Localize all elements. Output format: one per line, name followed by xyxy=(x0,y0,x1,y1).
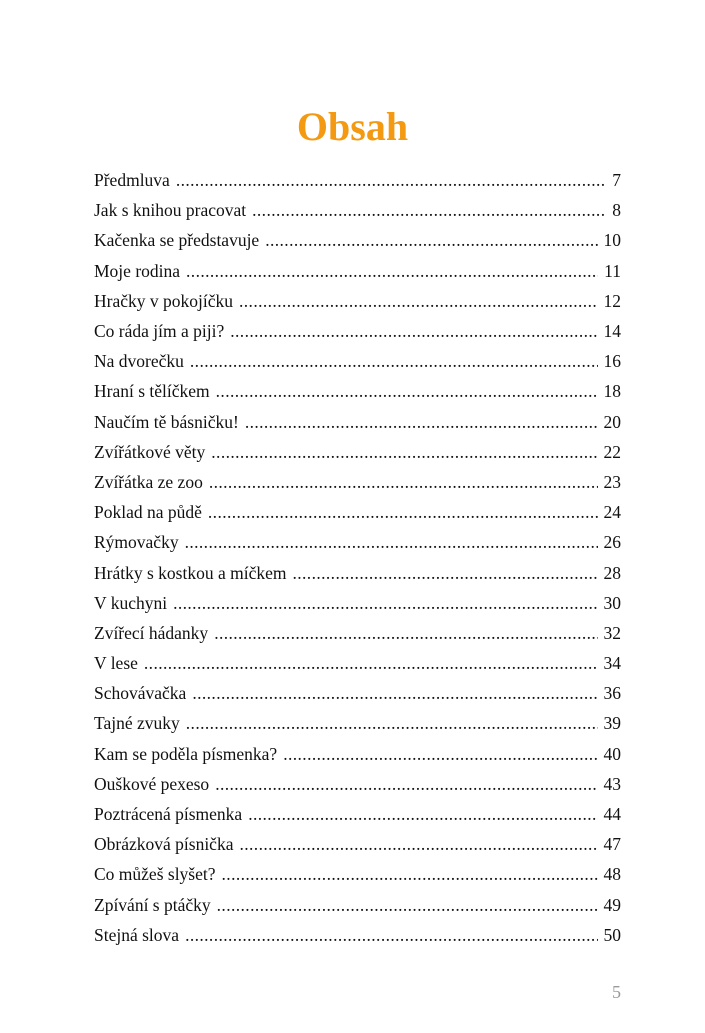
dot-leader xyxy=(173,588,597,618)
toc-entry[interactable] xyxy=(94,890,621,920)
dot-leader xyxy=(215,769,597,799)
toc-entry[interactable] xyxy=(94,467,621,497)
toc-entry[interactable] xyxy=(94,618,621,648)
toc-entry-page: 39 xyxy=(603,713,621,734)
toc-entry[interactable] xyxy=(94,769,621,799)
table-of-contents xyxy=(94,165,621,950)
toc-entry-title: Ouškové pexeso xyxy=(94,773,210,794)
toc-entry-title: Na dvorečku xyxy=(94,351,184,372)
toc-entry[interactable] xyxy=(94,256,621,286)
toc-entry-title: Jak s knihou pracovat xyxy=(94,200,247,221)
toc-entry-page: 34 xyxy=(603,653,621,674)
toc-entry-page: 18 xyxy=(603,381,621,402)
toc-entry-page: 22 xyxy=(603,441,621,462)
toc-entry-page: 40 xyxy=(603,743,621,764)
toc-entry[interactable] xyxy=(94,376,621,406)
dot-leader xyxy=(190,346,598,376)
toc-entry-page: 20 xyxy=(603,411,621,432)
toc-entry[interactable] xyxy=(94,225,621,255)
toc-entry-page: 32 xyxy=(603,622,621,643)
toc-entry-title: Co ráda jím a piji? xyxy=(94,321,225,342)
dot-leader xyxy=(211,437,597,467)
dot-leader xyxy=(209,467,598,497)
dot-leader xyxy=(283,739,597,769)
toc-entry-title: V kuchyni xyxy=(94,592,168,613)
toc-entry-page: 44 xyxy=(603,804,621,825)
toc-entry-title: Naučím tě básničku! xyxy=(94,411,239,432)
dot-leader xyxy=(239,829,597,859)
toc-entry[interactable] xyxy=(94,920,621,950)
toc-entry-title: Schovávačka xyxy=(94,683,187,704)
toc-entry-title: Moje rodina xyxy=(94,260,181,281)
page-title: Obsah xyxy=(296,103,409,149)
dot-leader xyxy=(185,527,598,557)
toc-entry-page: 26 xyxy=(603,532,621,553)
toc-entry[interactable] xyxy=(94,708,621,738)
toc-entry-page: 48 xyxy=(603,864,621,885)
dot-leader xyxy=(216,376,598,406)
toc-entry-title: Zvířátkové věty xyxy=(94,441,206,462)
toc-entry[interactable] xyxy=(94,165,621,195)
toc-entry[interactable] xyxy=(94,316,621,346)
toc-entry-page: 49 xyxy=(603,894,621,915)
dot-leader xyxy=(265,225,597,255)
toc-entry-page: 11 xyxy=(604,260,621,281)
toc-entry-title: Kačenka se představuje xyxy=(94,230,260,251)
toc-entry-page: 24 xyxy=(603,502,621,523)
toc-entry-title: Zvířátka ze zoo xyxy=(94,471,203,492)
dot-leader xyxy=(186,256,598,286)
toc-entry-title: Stejná slova xyxy=(94,924,180,945)
toc-entry-page: 43 xyxy=(603,773,621,794)
dot-leader xyxy=(214,618,597,648)
toc-entry[interactable] xyxy=(94,195,621,225)
toc-entry-page: 7 xyxy=(612,170,621,191)
toc-entry-page: 36 xyxy=(603,683,621,704)
toc-entry-title: Poztrácená písmenka xyxy=(94,804,243,825)
toc-entry[interactable] xyxy=(94,648,621,678)
toc-entry[interactable] xyxy=(94,799,621,829)
dot-leader xyxy=(252,195,606,225)
dot-leader xyxy=(144,648,598,678)
toc-entry[interactable] xyxy=(94,678,621,708)
toc-entry-page: 30 xyxy=(603,592,621,613)
toc-entry-page: 28 xyxy=(603,562,621,583)
toc-entry[interactable] xyxy=(94,407,621,437)
dot-leader xyxy=(230,316,597,346)
toc-entry-page: 10 xyxy=(603,230,621,251)
toc-entry-page: 47 xyxy=(603,834,621,855)
toc-entry[interactable] xyxy=(94,557,621,587)
toc-entry-page: 14 xyxy=(603,321,621,342)
toc-entry-page: 12 xyxy=(603,290,621,311)
toc-entry[interactable] xyxy=(94,527,621,557)
dot-leader xyxy=(186,708,598,738)
toc-entry-page: 23 xyxy=(603,471,621,492)
dot-leader xyxy=(222,859,598,889)
toc-entry-page: 50 xyxy=(603,924,621,945)
toc-entry-title: Předmluva xyxy=(94,170,170,191)
toc-entry[interactable] xyxy=(94,859,621,889)
dot-leader xyxy=(248,799,597,829)
toc-entry[interactable] xyxy=(94,437,621,467)
dot-leader xyxy=(292,558,597,588)
toc-entry-title: Co můžeš slyšet? xyxy=(94,864,216,885)
toc-entry-page: 16 xyxy=(603,351,621,372)
toc-entry-title: Rýmovačky xyxy=(94,532,179,553)
toc-entry-title: Hraní s tělíčkem xyxy=(94,381,210,402)
toc-entry-title: Hrátky s kostkou a míčkem xyxy=(94,562,287,583)
toc-entry-title: Zvířecí hádanky xyxy=(94,622,209,643)
toc-entry-title: Obrázková písnička xyxy=(94,834,234,855)
toc-entry-title: V lese xyxy=(94,653,138,674)
dot-leader xyxy=(192,678,597,708)
toc-entry-title: Hračky v pokojíčku xyxy=(94,290,233,311)
toc-entry-title: Tajné zvuky xyxy=(94,713,180,734)
page-number: 5 xyxy=(612,982,621,1002)
dot-leader xyxy=(185,920,597,950)
toc-entry[interactable] xyxy=(94,286,621,316)
dot-leader xyxy=(217,890,598,920)
dot-leader xyxy=(239,286,598,316)
toc-entry-title: Kam se poděla písmenka? xyxy=(94,743,278,764)
toc-entry-page: 8 xyxy=(612,200,621,221)
toc-entry-title: Zpívání s ptáčky xyxy=(94,894,211,915)
toc-entry[interactable] xyxy=(94,739,621,769)
toc-entry[interactable] xyxy=(94,497,621,527)
toc-entry[interactable] xyxy=(94,829,621,859)
dot-leader xyxy=(176,165,606,195)
dot-leader xyxy=(245,407,598,437)
dot-leader xyxy=(208,497,598,527)
toc-entry[interactable] xyxy=(94,588,621,618)
toc-entry[interactable] xyxy=(94,346,621,376)
toc-entry-title: Poklad na půdě xyxy=(94,502,202,523)
